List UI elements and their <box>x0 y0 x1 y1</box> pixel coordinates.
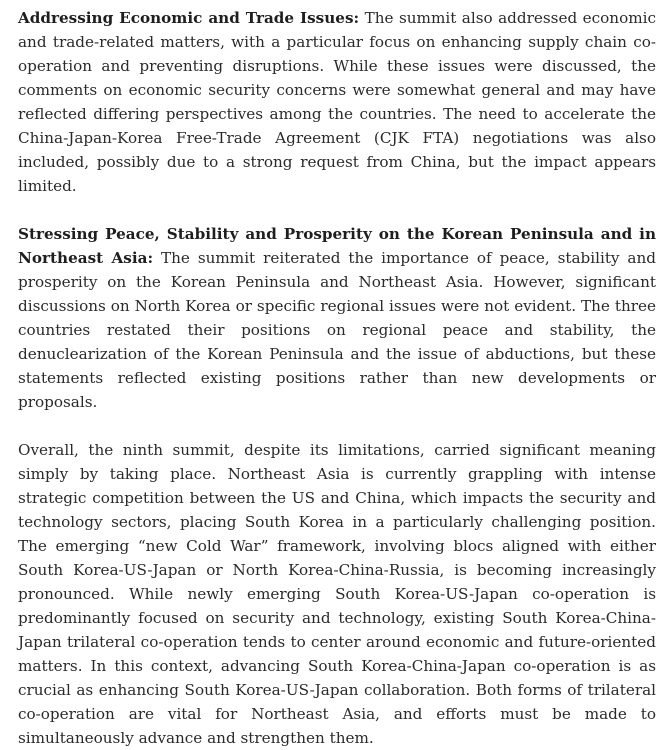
section-heading: Stressing Peace, Stability and Prosperity on the Korean Peninsula and in Northeast Asia: <box>18 225 656 267</box>
section-economic-trade <box>18 6 656 198</box>
conclusion-paragraph: Overall, the ninth summit, despite its limitations, carried significant meaning simply by taking place. Northeast Asia is currently grappling with intense strategic competition between the US and China, which impacts the security and technology sectors, placing South Korea in a particularly challenging position. The emerging “new Cold War” framework, involving blocs aligned with either South Korea-US-Japan or North Korea-China-Russia, is becoming increasingly pronounced. While newly emerging South Korea-US-Japan co-operation is predominantly focused on security and technology, existing South Korea-China-Japan trilateral co-operation tends to center around economic and future-oriented matters. In this context, advancing South Korea-China-Japan co-operation is as crucial as enhancing South Korea-US-Japan collaboration. Both forms of trilateral co-operation are vital for Northeast Asia, and efforts must be made to simultaneously advance and strengthen them. <box>18 441 656 747</box>
section-text: The summit also addressed economic and trade-related matters, with a particular focus on enhancing supply chain co-operation and preventing disruptions. While these issues were discussed, the comments on economic security concerns were somewhat general and may have reflected differing perspectives among the countries. The need to accelerate the China-Japan-Korea Free-Trade Agreement (CJK FTA) negotiations was also included, possibly due to a strong request from China, but the impact appears limited. <box>18 9 656 195</box>
section-heading: Addressing Economic and Trade Issues: <box>18 9 360 27</box>
section-peace-stability <box>18 222 656 414</box>
section-text: The summit reiterated the importance of peace, stability and prosperity on the Korean Peninsula and Northeast Asia. However, significant discussions on North Korea or specific regional issues were not evident. The three countries restated their positions on regional peace and stability, the denuclearization of the Korean Peninsula and the issue of abductions, but these statements reflected existing positions rather than new developments or proposals. <box>18 249 656 411</box>
